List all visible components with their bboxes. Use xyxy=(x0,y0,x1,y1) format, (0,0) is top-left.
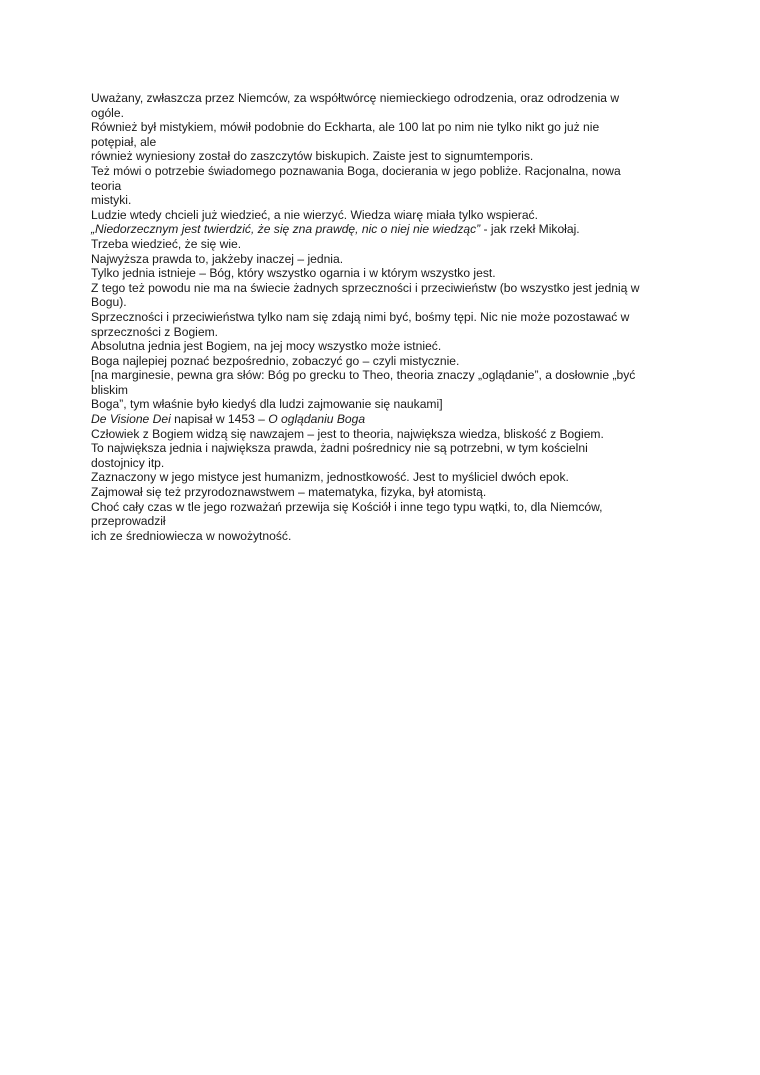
quote-line xyxy=(91,222,681,237)
text-line: Uważany, zwłaszcza przez Niemców, za współtwórcę niemieckiego odrodzenia, oraz odrodzenia w xyxy=(91,91,620,105)
quote-italic: „Niedorzecznym jest twierdzić, że się zna prawdę, nic o niej nie wiedząc” xyxy=(91,222,481,237)
polish-title: O oglądaniu Boga xyxy=(268,412,366,427)
text-line: Też mówi o potrzebie świadomego poznawania Boga, docierania w jego pobliże. Racjonalna, nowa xyxy=(91,163,621,178)
title-middle: napisał w 1453 – xyxy=(170,412,269,427)
text-line: Tylko jednia istnieje – Bóg, który wszystko ogarnia i w którym wszystko jest. xyxy=(91,266,496,281)
text-line: [na marginesie, pewna gra słów: Bóg po grecku to Theo, theoria znaczy „oglądanie”, a dosłownie „być xyxy=(91,368,636,383)
text-line: również wyniesiony został do zaszczytów biskupich. Zaiste jest to signumtemporis. xyxy=(91,149,534,164)
text-line: Najwyższa prawda to, jakżeby inaczej – jednia. xyxy=(91,251,344,266)
text-line: Trzeba wiedzieć, że się wie. xyxy=(91,236,242,251)
text-line: Boga”, tym właśnie było kiedyś dla ludzi zajmowanie się naukami] xyxy=(91,397,443,412)
text-line: Człowiek z Bogiem widzą się nawzajem – jest to theoria, największa wiedza, bliskość z Bogiem. xyxy=(91,426,604,441)
latin-title: De Visione Dei xyxy=(91,412,171,427)
title-line xyxy=(91,412,681,427)
text-line: sprzeczności z Bogiem. xyxy=(91,324,219,339)
text-line: Bogu). xyxy=(91,295,127,310)
text-line: Z tego też powodu nie ma na świecie żadnych sprzeczności i przeciwieństw (bo wszystko jest jednią w xyxy=(91,280,640,295)
text-line: Absolutna jednia jest Bogiem, na jej mocy wszystko może istnieć. xyxy=(91,339,442,354)
text-line: Również był mistykiem, mówił podobnie do Eckharta, ale 100 lat po nim nie tylko nikt go już nie xyxy=(91,120,600,135)
text-line: Zaznaczony w jego mistyce jest humanizm, jednostkowość. Jest to myśliciel dwóch epok. xyxy=(91,470,569,485)
text-line: Ludzie wtedy chcieli już wiedzieć, a nie wierzyć. Wiedza wiarę miała tylko wspierać. xyxy=(91,207,538,222)
text-line: mistyki. xyxy=(91,193,132,208)
text-line: przeprowadził xyxy=(91,514,166,529)
text-line: bliskim xyxy=(91,382,128,397)
text-line: teoria xyxy=(91,178,122,193)
body-text xyxy=(91,91,681,543)
text-line: Zajmował się też przyrodoznawstwem – matematyka, fizyka, był atomistą. xyxy=(91,485,487,500)
text-line: ogóle. xyxy=(91,105,124,120)
text-line: ich ze średniowiecza w nowożytność. xyxy=(91,528,292,543)
text-line: dostojnicy itp. xyxy=(91,455,165,470)
text-line: Choć cały czas w tle jego rozważań przewija się Kościół i inne tego typu wątki, to, dla Niemców, xyxy=(91,499,603,514)
text-line: To największa jednia i największa prawda, żadni pośrednicy nie są potrzebni, w tym kościelni xyxy=(91,441,588,456)
text-line: Boga najlepiej poznać bezpośrednio, zobaczyć go – czyli mistycznie. xyxy=(91,353,460,368)
text-line: potępiał, ale xyxy=(91,134,157,149)
quote-attribution: - jak rzekł Mikołaj. xyxy=(480,222,580,237)
text-line: Sprzeczności i przeciwieństwa tylko nam się zdają nimi być, bośmy tępi. Nic nie może pozostawać w xyxy=(91,309,630,324)
